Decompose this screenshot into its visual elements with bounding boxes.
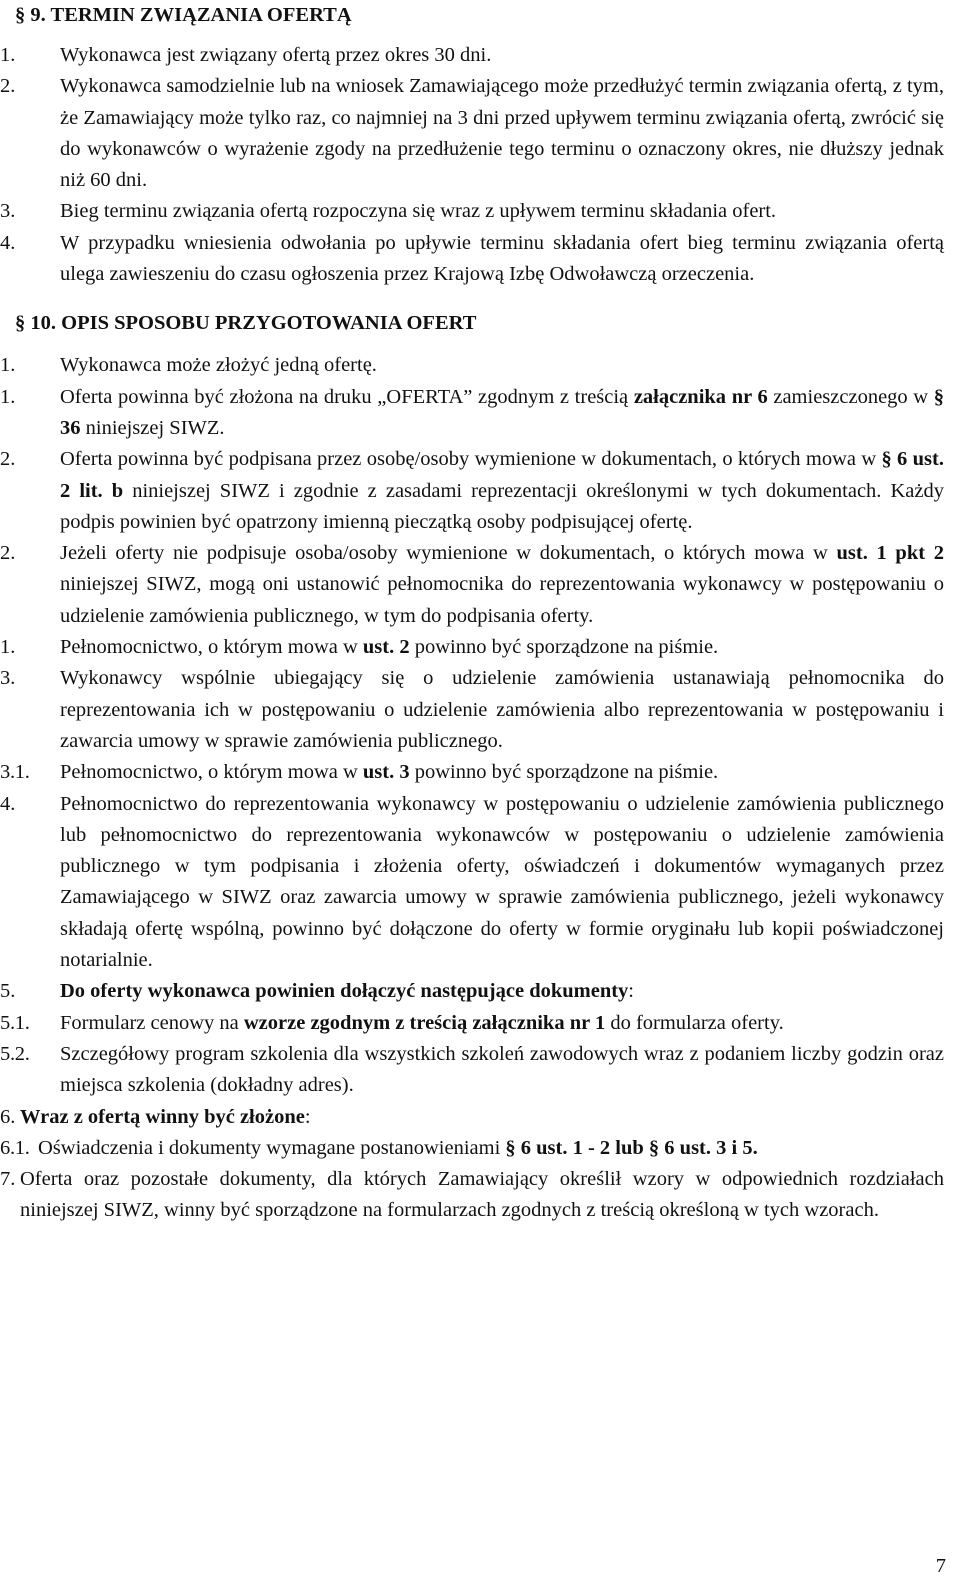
section-9-title: TERMIN ZWIĄZANIA OFERTĄ xyxy=(50,4,352,26)
item-text: Szczegółowy program szkolenia dla wszystkich szkoleń zawodowych wraz z podaniem liczby godzin oraz miejsca szkolenia (dokładny adres). xyxy=(60,1042,944,1097)
bold-run: ust. 3 xyxy=(362,761,410,784)
text-run: Oświadczenia i dokumenty wymagane postanowieniami xyxy=(38,1136,506,1159)
text-run: Oferta powinna być podpisana przez osobę/osoby wymienione w dokumentach, o których mowa w xyxy=(60,448,882,471)
bold-run: § 6 ust. 2 lit. b xyxy=(60,448,944,502)
list-item xyxy=(0,196,960,227)
item-number: 2. xyxy=(0,542,16,565)
bold-run: załącznika nr 6 xyxy=(633,385,768,408)
item-text: Wykonawca samodzielnie lub na wniosek Zamawiającego może przedłużyć termin związania ofertą, z tym, że Zamawiający może tylko raz, co najmniej na 3 dni przed upływem terminu związania ofertą, zwrócić się do wykonawców o wyrażenie zgody na przedłużenie tego terminu o oznaczony okres, nie dłuższy jednak niż 60 dni. xyxy=(60,75,944,192)
text-run: niniejszej SIWZ. xyxy=(80,416,225,439)
text-run: powinno być sporządzone na piśmie. xyxy=(409,636,719,659)
item-number: 6.1. xyxy=(0,1136,30,1159)
text-run: : xyxy=(628,980,634,1003)
text-run: zamieszczonego w xyxy=(767,385,934,408)
bold-run: ust. 1 pkt 2 xyxy=(836,542,944,565)
item-number: 4. xyxy=(0,792,16,815)
item-number: 1. xyxy=(0,385,16,408)
item-text: Wykonawca może złożyć jedną ofertę. xyxy=(60,354,377,377)
bold-run: ust. 2 xyxy=(362,636,410,659)
bold-run: § 6 ust. 1 - 2 lub § 6 ust. 3 i 5. xyxy=(505,1136,758,1159)
item-number: 6. xyxy=(0,1105,16,1128)
item-text xyxy=(20,1164,944,1227)
section-10-number: § 10. xyxy=(15,312,56,335)
page-number: 7 xyxy=(935,1555,946,1577)
list-item xyxy=(0,382,960,445)
item-text xyxy=(60,1012,784,1034)
item-number: 1. xyxy=(0,636,16,659)
text-run: Pełnomocnictwo, o którym mowa w xyxy=(60,636,363,659)
list-item xyxy=(0,1102,960,1133)
spacer xyxy=(0,290,960,308)
item-text: W przypadku wniesienia odwołania po upływie terminu składania ofert bieg terminu związania ofertą ulega zawieszeniu do czasu ogłoszenia przez Krajową Izbę Odwoławczą orzeczenia. xyxy=(60,231,944,286)
list-item xyxy=(0,976,960,1007)
item-number: 5.2. xyxy=(0,1042,30,1065)
section-10-list xyxy=(0,350,960,1226)
item-text: Wykonawcy wspólnie ubiegający się o udzielenie zamówienia ustanawiają pełnomocnika do reprezentowania ich w postępowaniu o udzielenie zamówienia albo reprezentowania w postępowaniu i zawarcia umowy w sprawie zamówienia publicznego. xyxy=(60,667,944,752)
item-text xyxy=(60,980,634,1002)
text-run: Jeżeli oferty nie podpisuje osoba/osoby wymienione w dokumentach, o których mowa w xyxy=(60,542,837,565)
item-number: 5. xyxy=(0,980,16,1003)
list-item xyxy=(0,1133,960,1164)
text-run: powinno być sporządzone na piśmie. xyxy=(409,761,719,784)
list-item xyxy=(0,757,960,788)
list-item xyxy=(0,444,960,538)
text-run: Oferta oraz pozostałe dokumenty, dla których Zamawiający określił wzory w odpowiednich rozdziałach niniejszej SIWZ, winny być sporządzone na formularzach zgodnych z treścią określoną w tych wzorach. xyxy=(20,1168,944,1222)
item-number: 3.1. xyxy=(0,761,30,784)
bold-run: wzorze zgodnym z treścią załącznika nr 1 xyxy=(243,1011,606,1034)
item-text xyxy=(60,636,718,658)
list-item xyxy=(0,1039,960,1102)
item-text xyxy=(60,761,718,783)
item-text xyxy=(20,1106,311,1128)
list-item xyxy=(0,71,960,196)
list-item xyxy=(0,1164,960,1227)
item-number: 7. xyxy=(0,1168,16,1191)
item-number: 4. xyxy=(0,231,16,254)
text-run: niniejszej SIWZ, mogą oni ustanowić pełnomocnika do reprezentowania wykonawcy w postępowaniu o udzielenie zamówienia publicznego, w tym do podpisania oferty. xyxy=(60,573,944,627)
section-9-number: § 9. xyxy=(15,4,46,26)
section-9-list xyxy=(0,40,960,290)
list-item xyxy=(0,228,960,291)
item-text xyxy=(38,1137,758,1159)
item-text xyxy=(60,386,944,439)
item-number: 2. xyxy=(0,75,16,98)
item-text xyxy=(60,448,944,533)
text-run: : xyxy=(304,1105,311,1128)
bold-run: Wraz z ofertą winny być złożone xyxy=(20,1105,305,1128)
text-run: Formularz cenowy na xyxy=(60,1011,244,1034)
item-number: 3. xyxy=(0,667,16,690)
bold-run: § 36 xyxy=(60,385,945,439)
item-text xyxy=(60,542,944,627)
list-item xyxy=(0,663,960,757)
item-number: 2. xyxy=(0,448,16,471)
list-item xyxy=(0,40,960,71)
list-item xyxy=(0,1008,960,1039)
list-item xyxy=(0,789,960,977)
text-run: Pełnomocnictwo, o którym mowa w xyxy=(60,761,363,784)
item-text: Pełnomocnictwo do reprezentowania wykonawcy w postępowaniu o udzielenie zamówienia publicznego lub pełnomocnictwo do reprezentowania wykonawców w postępowaniu o udzielenie zamówienia publicznego w tym podpisania i złożenia oferty, oświadczeń i dokumentów wymaganych przez Zamawiającego w SIWZ oraz zawarcia umowy w sprawie zamówienia publicznego, jeżeli wykonawcy składają ofertę wspólną, powinno być dołączone do oferty w formie oryginału lub kopii poświadczonej notarialnie. xyxy=(60,792,944,972)
item-number: 1. xyxy=(0,354,16,377)
item-number: 1. xyxy=(0,44,16,66)
section-9-heading xyxy=(0,0,960,30)
text-run: do formularza oferty. xyxy=(605,1011,784,1034)
text-run: niniejszej SIWZ i zgodnie z zasadami reprezentacji określonymi w tych dokumentach. Każdy podpis powinien być opatrzony imienną pieczątką osoby podpisującej ofertę. xyxy=(60,479,944,533)
section-10-title: OPIS SPOSOBU PRZYGOTOWANIA OFERT xyxy=(61,312,477,335)
text-run: Oferta powinna być złożona na druku „OFERTA” zgodnym z treścią xyxy=(60,385,634,408)
list-item xyxy=(0,538,960,632)
item-text: Wykonawca jest związany ofertą przez okres 30 dni. xyxy=(60,44,492,66)
list-item xyxy=(0,632,960,663)
item-number: 5.1. xyxy=(0,1011,30,1034)
item-number: 3. xyxy=(0,200,16,223)
list-item xyxy=(0,350,960,381)
item-text: Bieg terminu związania ofertą rozpoczyna się wraz z upływem terminu składania ofert. xyxy=(60,200,777,223)
bold-run: Do oferty wykonawca powinien dołączyć następujące dokumenty xyxy=(60,980,629,1003)
section-10-heading xyxy=(0,308,960,338)
